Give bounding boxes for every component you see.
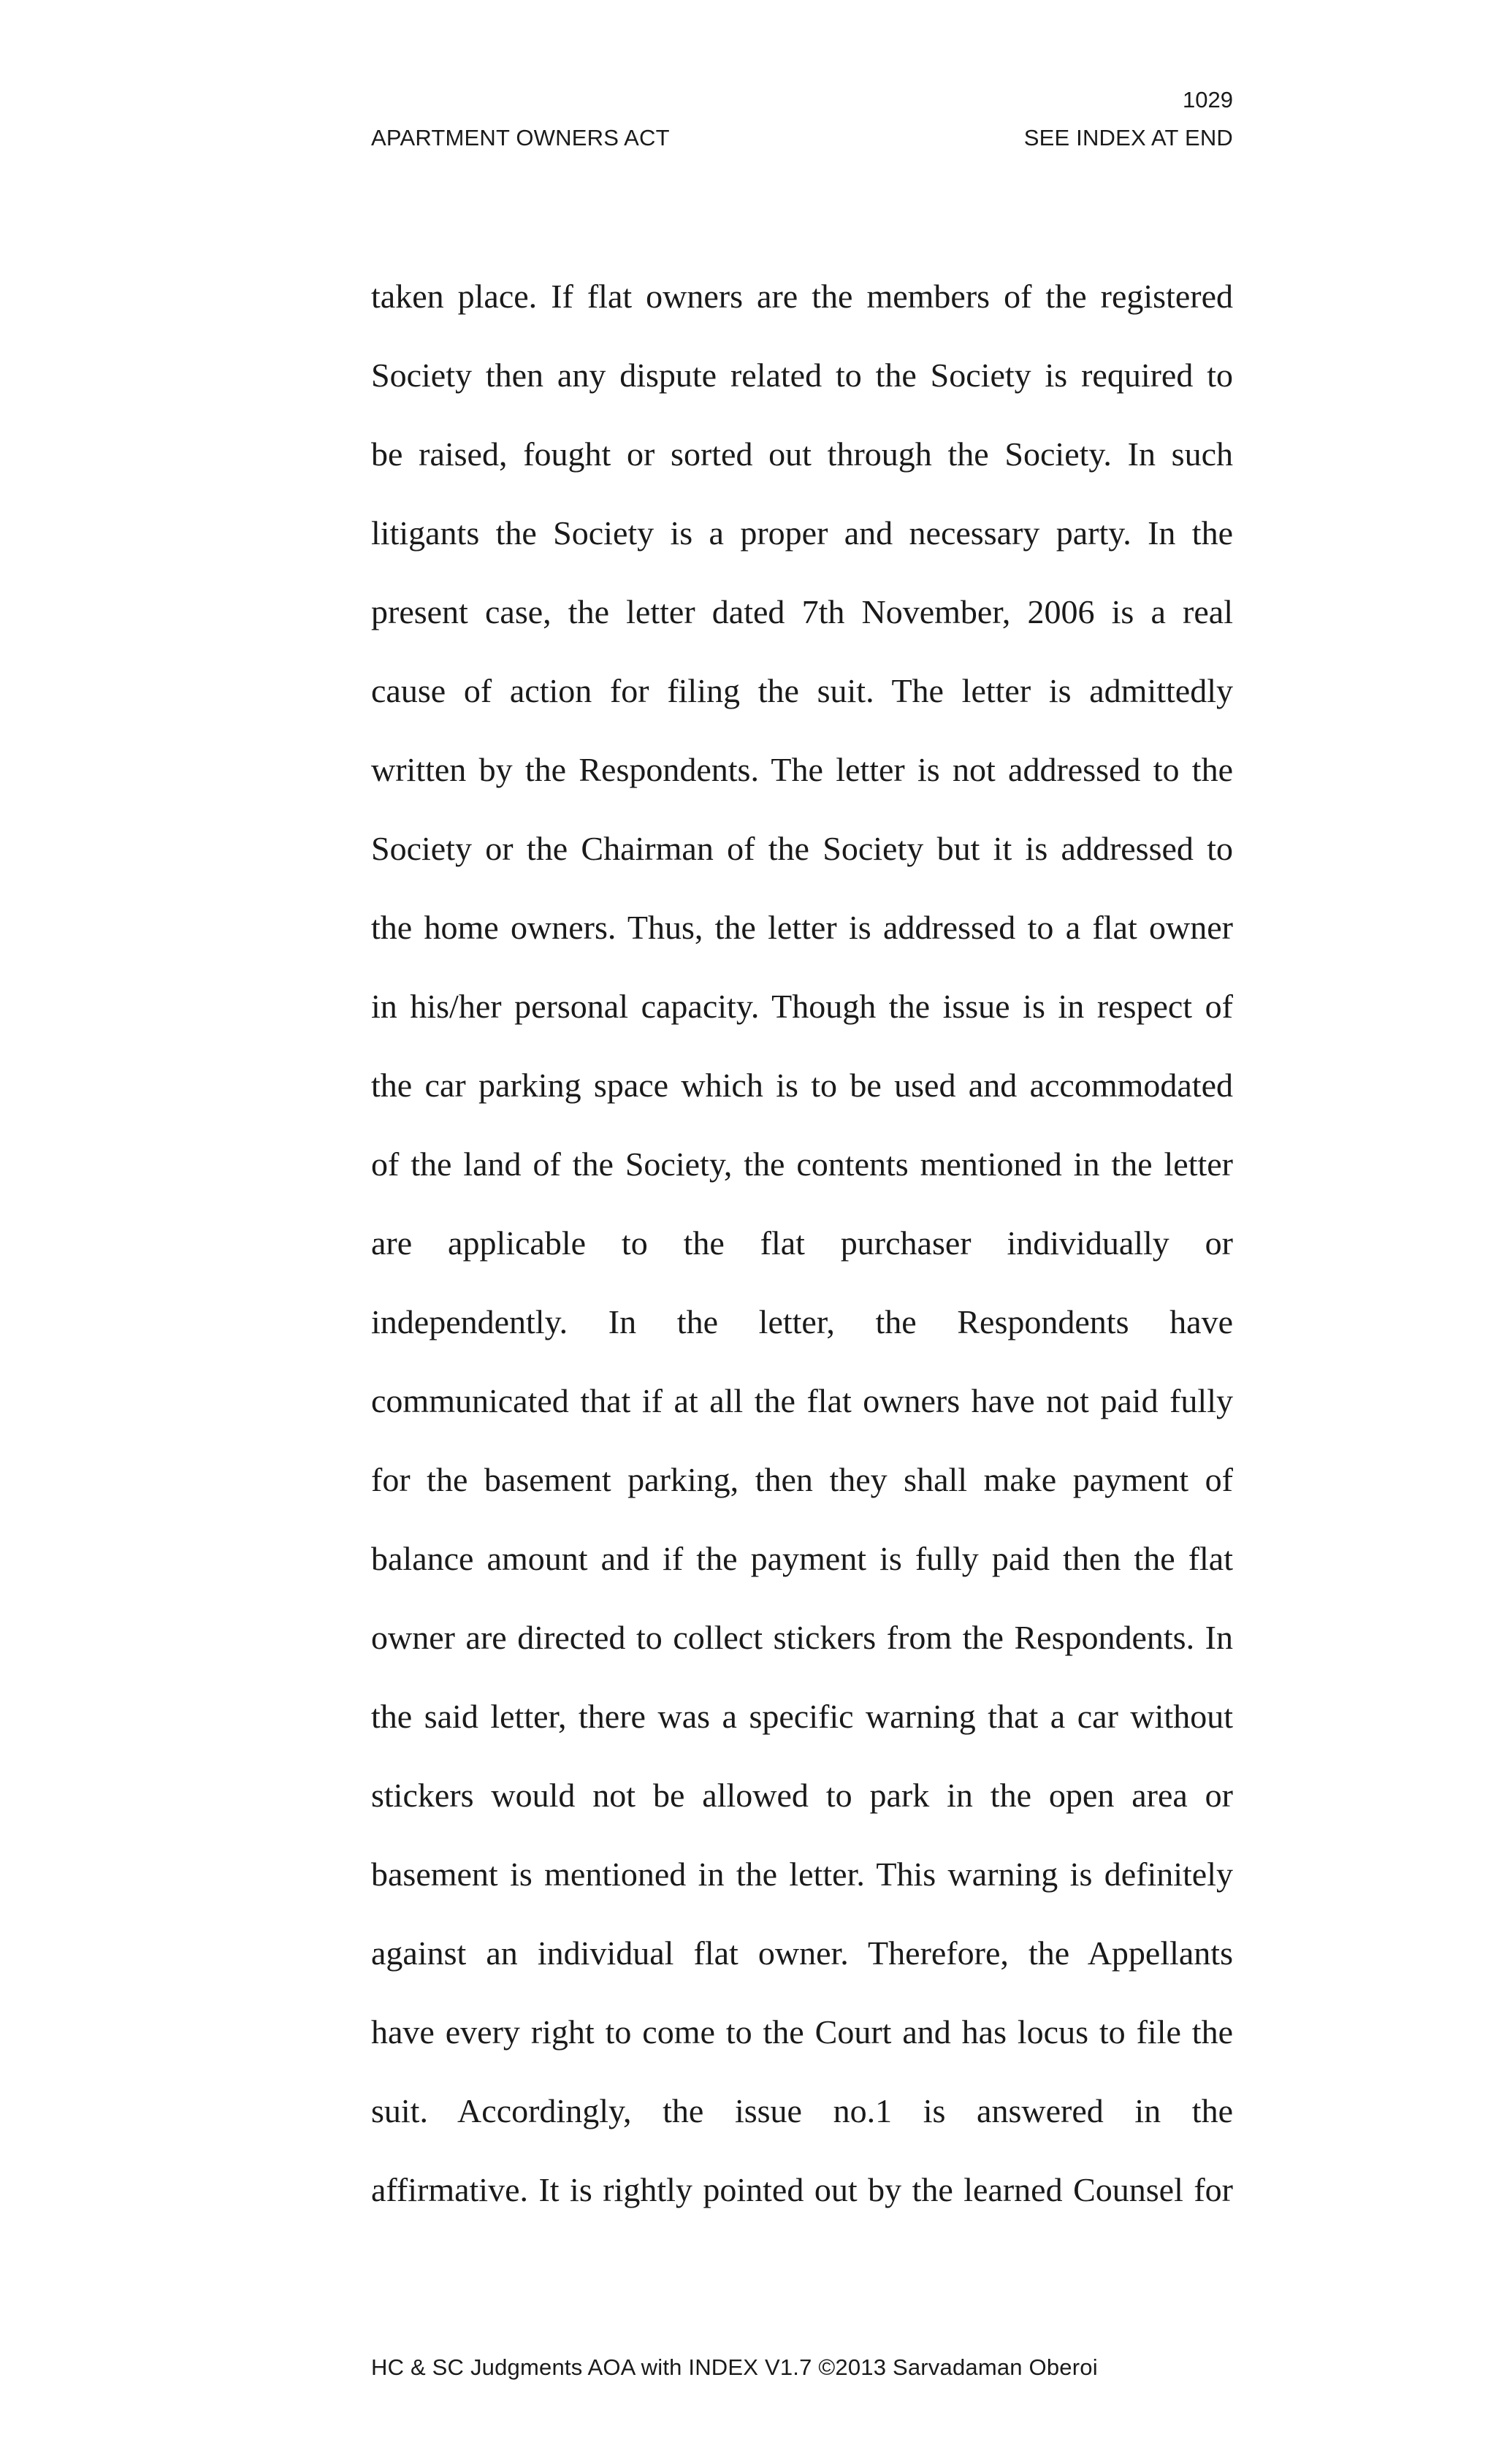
body-line: basement is mentioned in the letter. This warning is definitely	[371, 1855, 1233, 1893]
body-line: are applicable to the flat purchaser individually or	[371, 1224, 1233, 1262]
body-line: litigants the Society is a proper and necessary party. In the	[371, 514, 1233, 552]
body-line: the said letter, there was a specific warning that a car without	[371, 1698, 1233, 1735]
body-line: cause of action for filing the suit. The letter is admittedly	[371, 672, 1233, 709]
footer-copyright: HC & SC Judgments AOA with INDEX V1.7 ©2013 Sarvadaman Oberoi	[371, 2354, 1098, 2380]
body-line: of the land of the Society, the contents mentioned in the letter	[371, 1145, 1233, 1183]
body-line: be raised, fought or sorted out through the Society. In such	[371, 435, 1233, 473]
body-line: affirmative. It is rightly pointed out by the learned Counsel for	[371, 2171, 1233, 2208]
body-line: in his/her personal capacity. Though the issue is in respect of	[371, 988, 1233, 1025]
running-header-index-note: SEE INDEX AT END	[1023, 125, 1233, 150]
body-line: communicated that if at all the flat owners have not paid fully	[371, 1382, 1233, 1419]
body-line: stickers would not be allowed to park in the open area or	[371, 1777, 1233, 1814]
body-line: taken place. If flat owners are the members of the registered	[371, 278, 1233, 315]
body-line: written by the Respondents. The letter is not addressed to the	[371, 751, 1233, 788]
body-paragraph	[371, 257, 1233, 2230]
body-line: Society then any dispute related to the Society is required to	[371, 356, 1233, 394]
body-line: independently. In the letter, the Respondents have	[371, 1303, 1233, 1340]
page-number: 1029	[1183, 87, 1233, 112]
body-line: for the basement parking, then they shall make payment of	[371, 1461, 1233, 1498]
running-header-title: APARTMENT OWNERS ACT	[371, 125, 670, 150]
body-line: balance amount and if the payment is fully paid then the flat	[371, 1540, 1233, 1577]
body-line: the home owners. Thus, the letter is addressed to a flat owner	[371, 909, 1233, 946]
body-line: have every right to come to the Court and has locus to file the	[371, 2013, 1233, 2051]
body-line: suit. Accordingly, the issue no.1 is answered in the	[371, 2092, 1233, 2129]
body-line: against an individual flat owner. Therefore, the Appellants	[371, 1934, 1233, 1972]
body-line: present case, the letter dated 7th November, 2006 is a real	[371, 593, 1233, 630]
body-line: Society or the Chairman of the Society but it is addressed to	[371, 830, 1233, 867]
body-line: the car parking space which is to be used and accommodated	[371, 1067, 1233, 1104]
body-line: owner are directed to collect stickers from the Respondents. In	[371, 1619, 1233, 1656]
